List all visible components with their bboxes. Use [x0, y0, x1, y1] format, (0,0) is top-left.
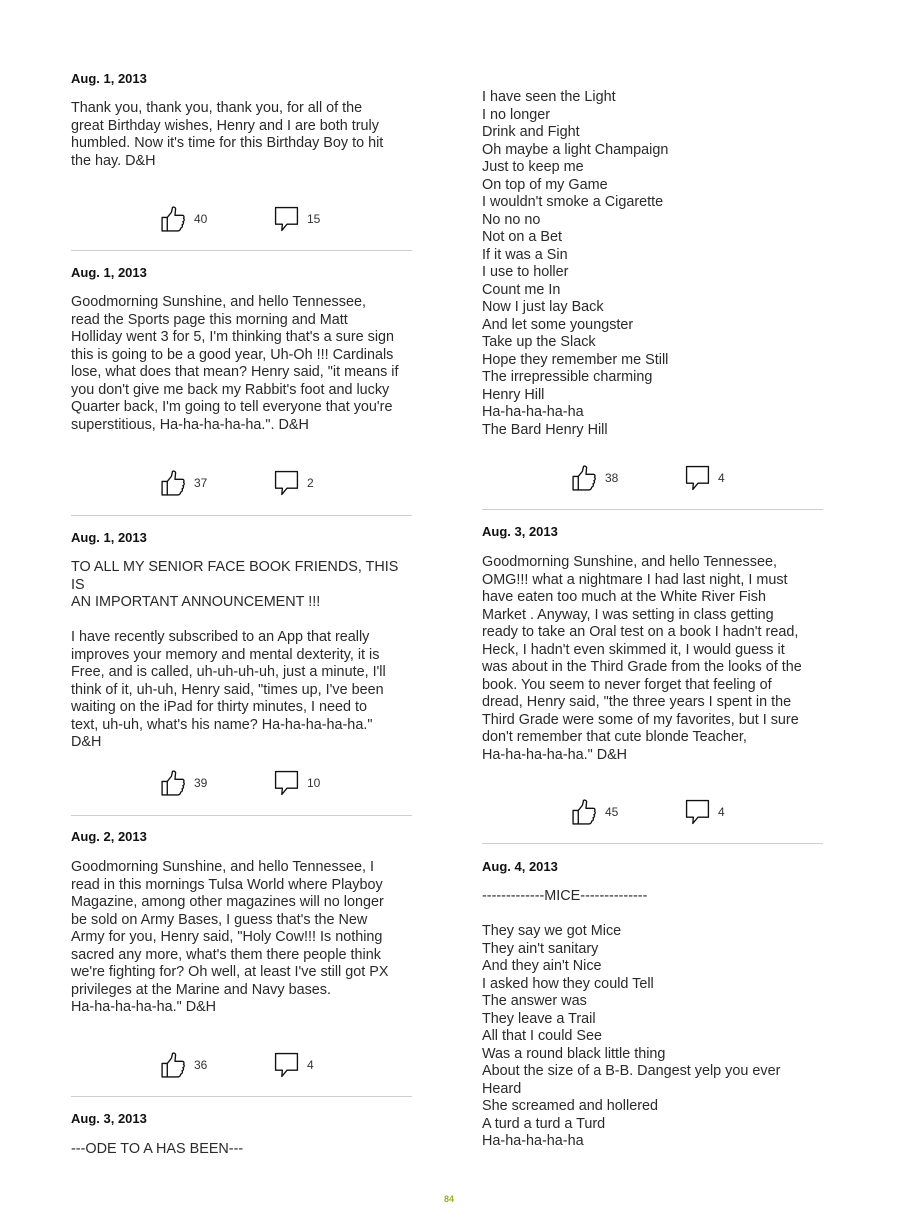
comment-button[interactable]	[274, 470, 314, 496]
post-date: Aug. 3, 2013	[482, 524, 558, 539]
like-button[interactable]	[571, 799, 618, 825]
post-text: -------------MICE-------------- They say we got Mice They ain't sanitary And they ain't Nice I asked how they could Tell The answer was They leave a Trail All that I could See Was a round black little thing About the size of a B-B. Dangest yelp you ever Heard She screamed and hollered A turd a turd a Turd Ha-ha-ha-ha-ha	[482, 888, 781, 1149]
post-date: Aug. 1, 2013	[71, 71, 147, 86]
divider	[71, 515, 412, 516]
thumbs-up-icon	[160, 770, 186, 796]
divider	[71, 815, 412, 816]
post-actions	[71, 470, 412, 490]
post-actions	[482, 799, 823, 819]
post-text: TO ALL MY SENIOR FACE BOOK FRIENDS, THIS IS AN IMPORTANT ANNOUNCEMENT !!! I have recently subscribed to an App that really improves your memory and mental dexterity, it is Free, and is called, uh-uh-uh-uh, just a minute, I'll think of it, uh-uh, Henry said, "times up, I've been waiting on the iPad for thirty minutes, I need to text, uh-uh, what's his name? Ha-ha-ha-ha-ha." D&H	[71, 559, 399, 750]
post-text: ---ODE TO A HAS BEEN---	[71, 1141, 244, 1157]
thumbs-up-icon	[571, 799, 597, 825]
comment-count: 15	[307, 212, 321, 226]
post-text: Goodmorning Sunshine, and hello Tennessee, OMG!!! what a nightmare I had last night, I must have eaten too much at the White River Fish Market . Anyway, I was setting in class getting ready to take an Oral test on a book I hadn't read, Heck, I hadn't even skimmed it, I would guess it was about in the Third Grade from the looks of the book. You seem to never forget that feeling of dread, Henry said, "the three years I spent in the Third Grade were some of my favorites, but I sure don't remember that cute blonde Teacher, Ha-ha-ha-ha-ha." D&H	[482, 554, 802, 763]
speech-bubble-icon	[274, 1052, 299, 1078]
post-text: Thank you, thank you, thank you, for all of the great Birthday wishes, Henry and I are both truly humbled. Now it's time for this Birthday Boy to hit the hay. D&H	[71, 100, 384, 169]
comment-button[interactable]	[685, 465, 725, 491]
comment-button[interactable]	[274, 206, 320, 232]
post-actions	[71, 770, 412, 790]
post-date: Aug. 2, 2013	[71, 829, 147, 844]
thumbs-up-icon	[571, 465, 597, 491]
post-date: Aug. 4, 2013	[482, 859, 558, 874]
divider	[71, 1096, 412, 1097]
divider	[482, 509, 823, 510]
like-button[interactable]	[160, 1052, 207, 1078]
post-actions	[71, 206, 412, 226]
like-button[interactable]	[571, 465, 618, 491]
speech-bubble-icon	[274, 470, 299, 496]
speech-bubble-icon	[274, 206, 299, 232]
thumbs-up-icon	[160, 206, 186, 232]
post-date: Aug. 1, 2013	[71, 265, 147, 280]
like-count: 40	[194, 212, 208, 226]
post-actions	[482, 465, 823, 485]
like-count: 38	[605, 471, 619, 485]
page-number: 84	[443, 1194, 454, 1204]
comment-count: 2	[307, 476, 314, 490]
divider	[71, 250, 412, 251]
post-text: Goodmorning Sunshine, and hello Tennessee, I read in this mornings Tulsa World where Playboy Magazine, among other magazines will no longer be sold on Army Bases, I guess that's the New Army for you, Henry said, "Holy Cow!!! Is nothing sacred any more, what's them there people think we're fighting for? Oh well, at least I've still got PX privileges at the Marine and Navy bases. Ha-ha-ha-ha-ha." D&H	[71, 859, 389, 1015]
thumbs-up-icon	[160, 470, 186, 496]
speech-bubble-icon	[685, 799, 710, 825]
comment-count: 4	[718, 805, 725, 819]
divider	[482, 843, 823, 844]
like-button[interactable]	[160, 470, 207, 496]
post-date: Aug. 3, 2013	[71, 1111, 147, 1126]
post-actions	[71, 1052, 412, 1072]
like-count: 36	[194, 1058, 208, 1072]
speech-bubble-icon	[685, 465, 710, 491]
like-count: 37	[194, 476, 208, 490]
like-count: 45	[605, 805, 619, 819]
comment-count: 4	[718, 471, 725, 485]
comment-count: 4	[307, 1058, 314, 1072]
speech-bubble-icon	[274, 770, 299, 796]
comment-button[interactable]	[685, 799, 725, 825]
like-button[interactable]	[160, 206, 207, 232]
post-date: Aug. 1, 2013	[71, 530, 147, 545]
post-text: Goodmorning Sunshine, and hello Tennessee, read the Sports page this morning and Matt Holliday went 3 for 5, I'm thinking that's a sure sign this is going to be a good year, Uh-Oh !!! Cardinals lose, what does that mean? Henry said, "it means if you don't give me back my Rabbit's foot and lucky Quarter back, I'm going to tell everyone that you're superstitious, Ha-ha-ha-ha-ha.". D&H	[71, 294, 399, 433]
comment-button[interactable]	[274, 770, 320, 796]
like-count: 39	[194, 776, 208, 790]
like-button[interactable]	[160, 770, 207, 796]
comment-count: 10	[307, 776, 321, 790]
thumbs-up-icon	[160, 1052, 186, 1078]
poem-text: I have seen the Light I no longer Drink and Fight Oh maybe a light Champaign Just to keep me On top of my Game I wouldn't smoke a Cigarette No no no Not on a Bet If it was a Sin I use to holler Count me In Now I just lay Back And let some youngster Take up the Slack Hope they remember me Still The irrepressible charming Henry Hill Ha-ha-ha-ha-ha The Bard Henry Hill	[482, 89, 669, 438]
comment-button[interactable]	[274, 1052, 314, 1078]
